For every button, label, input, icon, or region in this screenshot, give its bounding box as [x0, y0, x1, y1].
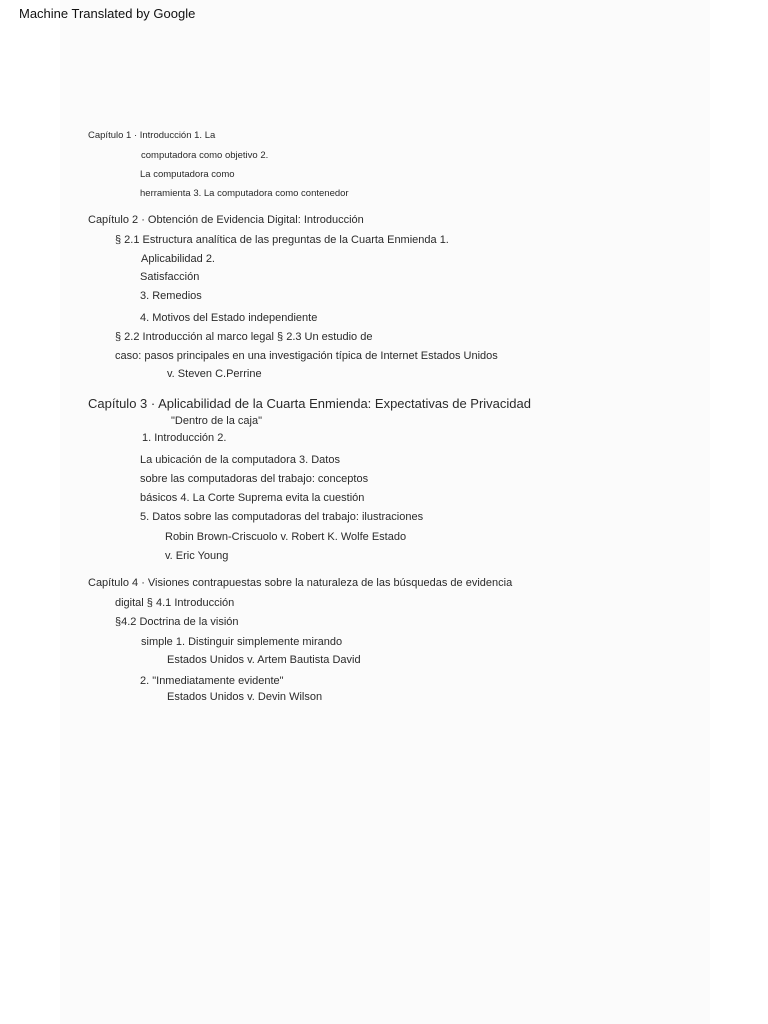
toc-line: La computadora como	[140, 169, 235, 180]
toc-line: Satisfacción	[140, 271, 200, 283]
toc-line: v. Eric Young	[165, 550, 229, 562]
toc-line: Robin Brown-Criscuolo v. Robert K. Wolfe Estado	[165, 531, 407, 543]
chapter-2-heading: Capítulo 2 · Obtención de Evidencia Digital: Introducción	[88, 214, 364, 226]
chapter-3-heading: Capítulo 3 · Aplicabilidad de la Cuarta Enmienda: Expectativas de Privacidad	[88, 396, 531, 411]
toc-line: 3. Remedios	[140, 290, 202, 302]
toc-line: sobre las computadoras del trabajo: conceptos	[140, 473, 369, 485]
toc-line: computadora como objetivo 2.	[141, 150, 269, 161]
toc-line: caso: pasos principales en una investigación típica de Internet Estados Unidos	[115, 350, 498, 362]
toc-line: La ubicación de la computadora 3. Datos	[140, 454, 340, 466]
toc-line: herramienta 3. La computadora como contenedor	[140, 188, 349, 199]
toc-line: "Dentro de la caja"	[171, 415, 262, 427]
toc-line: Estados Unidos v. Devin Wilson	[167, 691, 323, 703]
chapter-4-heading: Capítulo 4 · Visiones contrapuestas sobre la naturaleza de las búsquedas de evidencia	[88, 577, 513, 589]
toc-line: 1. Introducción 2.	[142, 432, 227, 444]
toc-line: v. Steven C.Perrine	[167, 368, 262, 380]
toc-line: simple 1. Distinguir simplemente mirando	[141, 636, 343, 648]
toc-line: Aplicabilidad 2.	[141, 253, 215, 265]
toc-line: 4. Motivos del Estado independiente	[140, 312, 318, 324]
toc-line: básicos 4. La Corte Suprema evita la cuestión	[140, 492, 365, 504]
toc-line: 5. Datos sobre las computadoras del trabajo: ilustraciones	[140, 511, 424, 523]
machine-translation-banner: Machine Translated by Google	[19, 6, 196, 21]
toc-line: Estados Unidos v. Artem Bautista David	[167, 654, 361, 666]
chapter-1-heading: Capítulo 1 · Introducción 1. La	[88, 130, 216, 141]
toc-line: 2. "Inmediatamente evidente"	[140, 675, 284, 687]
toc-line: digital § 4.1 Introducción	[115, 597, 235, 609]
toc-line: §4.2 Doctrina de la visión	[115, 616, 239, 628]
toc-line: § 2.2 Introducción al marco legal § 2.3 Un estudio de	[115, 331, 373, 343]
toc-line: § 2.1 Estructura analítica de las preguntas de la Cuarta Enmienda 1.	[115, 234, 449, 246]
